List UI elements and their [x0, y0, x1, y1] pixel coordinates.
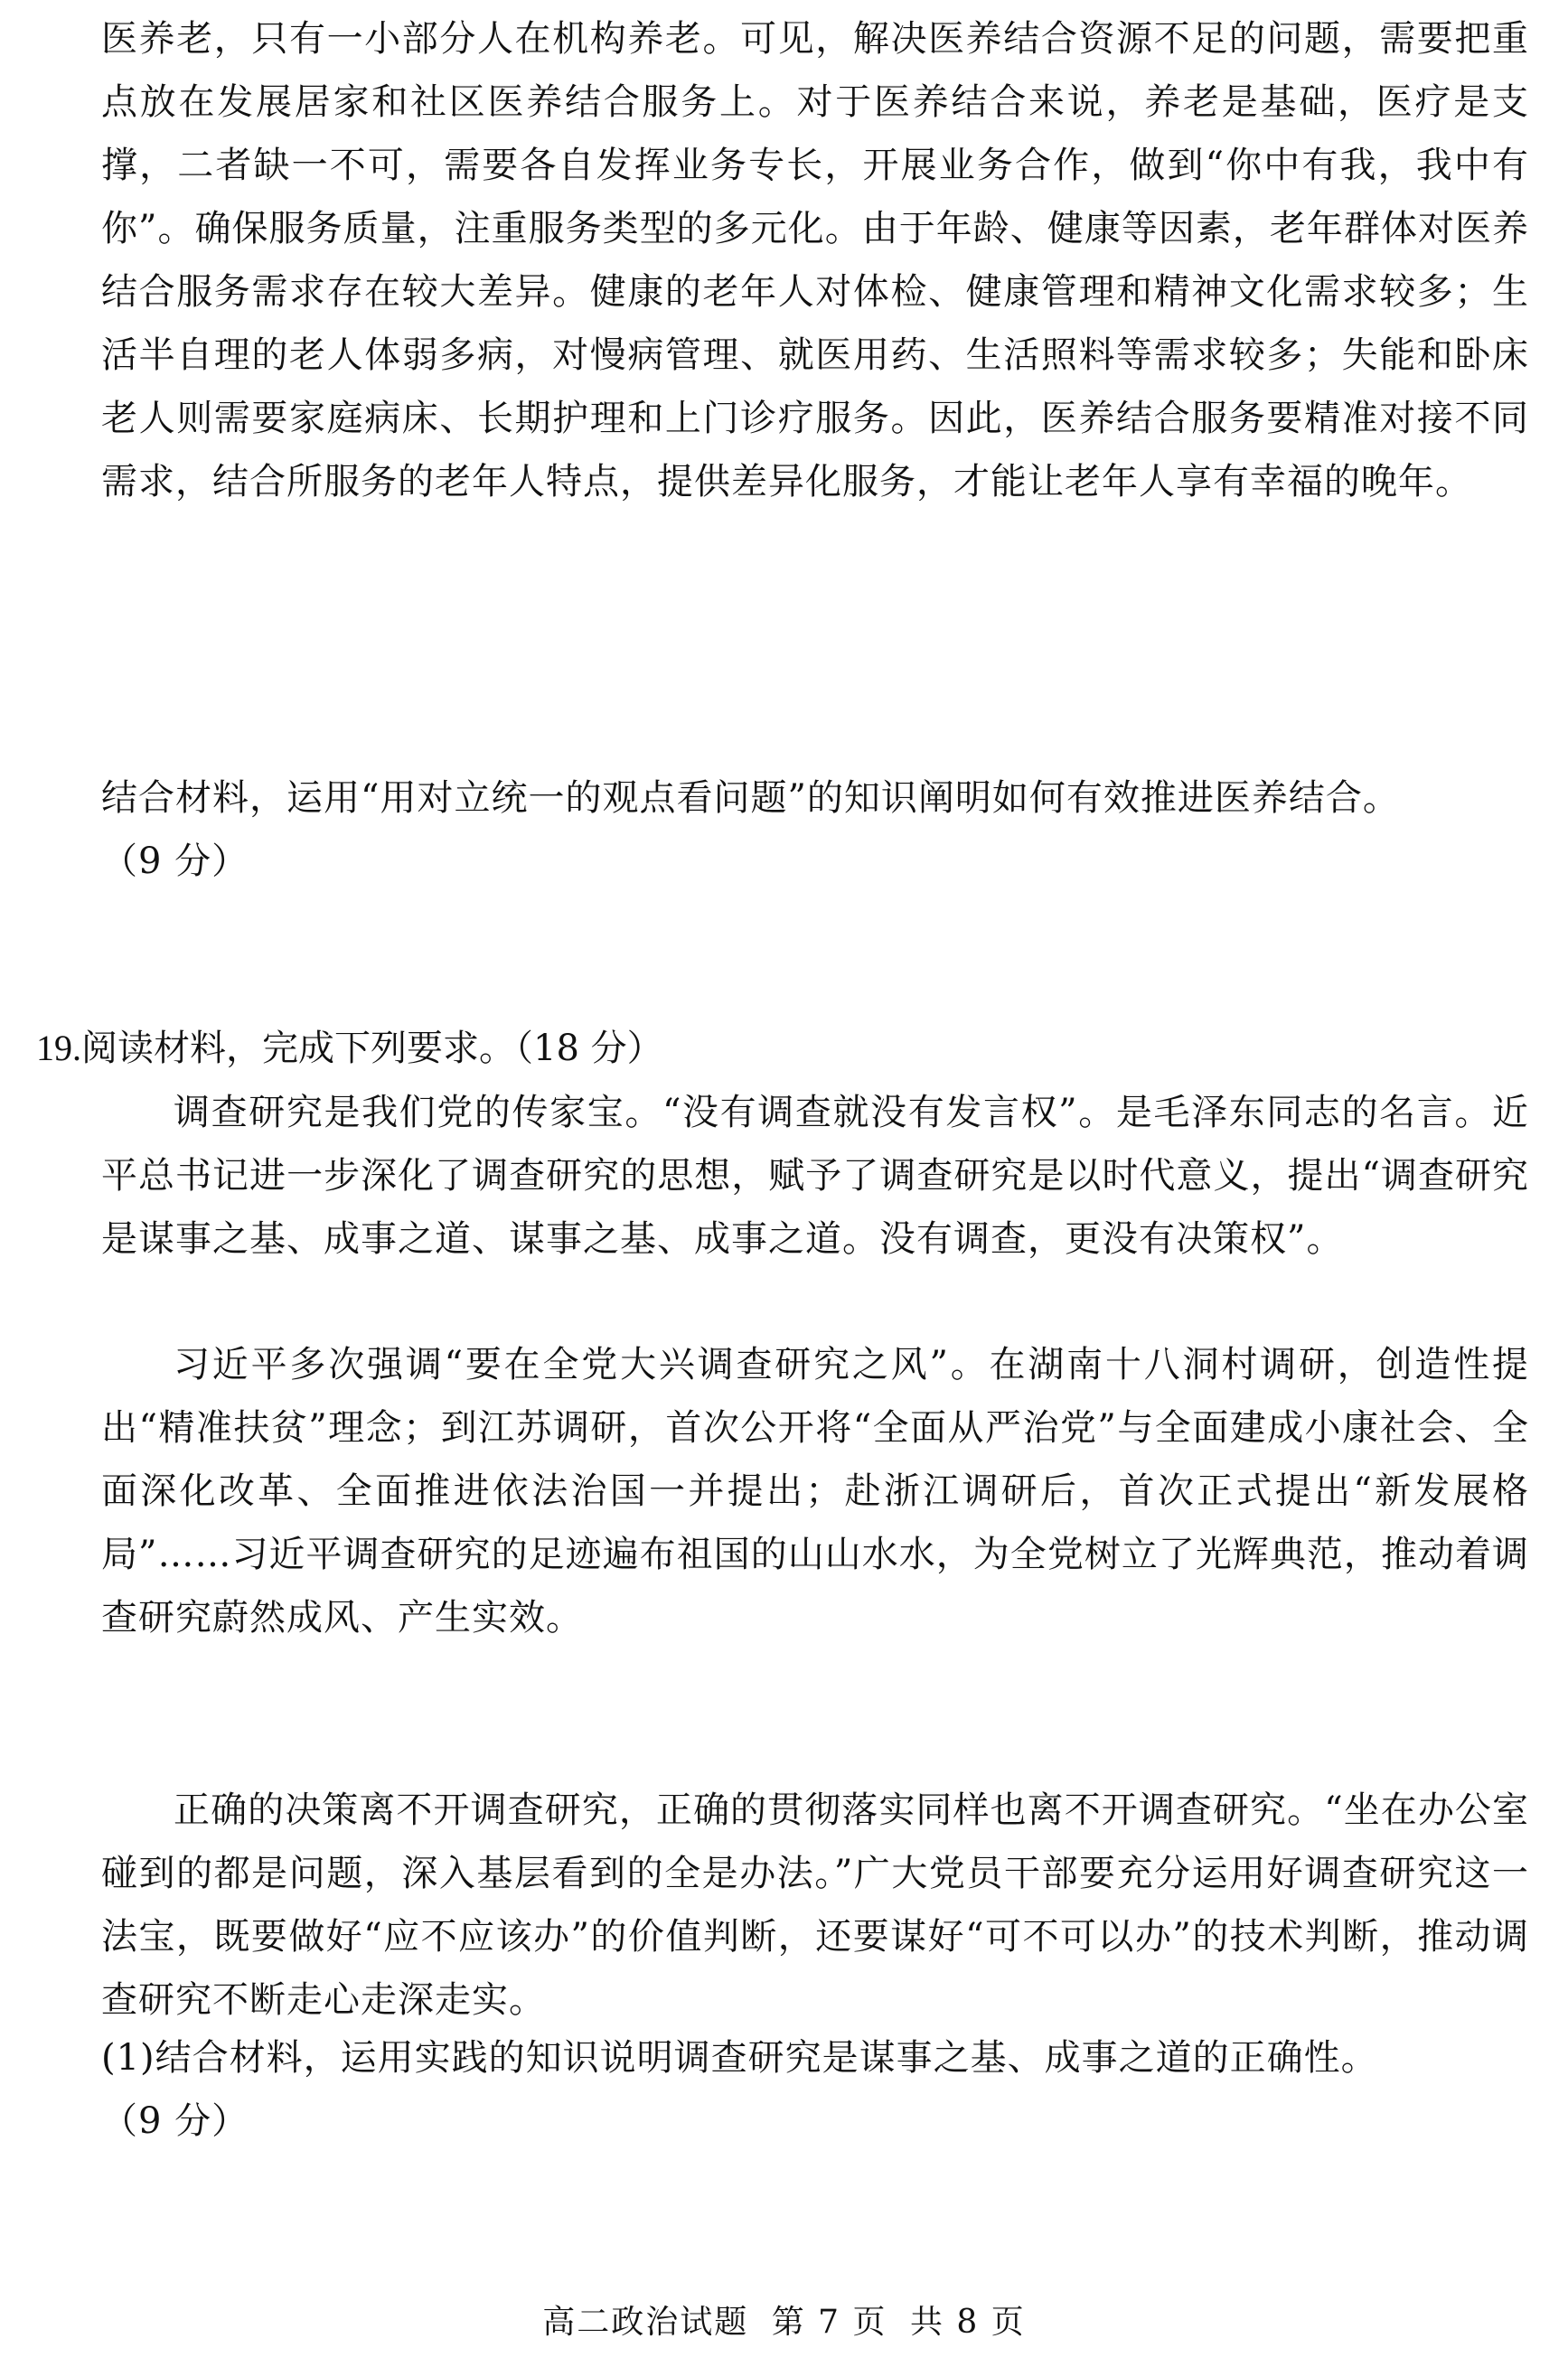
q19-paragraph-2: 习近平多次强调“要在全党大兴调查研究之风”。在湖南十八洞村调研，创造性提出“精准扶贫”理念；到江苏调研，首次公开将“全面从严治党”与全面建成小康社会、全面深化改革、全面推进依法治国一并提出；赴浙江调研后，首次正式提出“新发展格局”……习近平调查研究的足迹遍布祖国的山山水水，为全党树立了光辉典范，推动着调查研究蔚然成风、产生实效。: [101, 1344, 1529, 1639]
q19-heading-text: 阅读材料，完成下列要求。（18 分）: [81, 1028, 663, 1069]
q19-number: 19.: [36, 1028, 81, 1068]
q18-question: 结合材料，运用“用对立统一的观点看问题”的知识阐明如何有效推进医养结合。: [101, 777, 1400, 819]
footer-page: 第 7 页: [771, 2304, 887, 2341]
page-footer: [0, 2300, 1568, 2345]
q18-material-tail: 医养老，只有一小部分人在机构养老。可见，解决医养结合资源不足的问题，需要把重点放在发展居家和社区医养结合服务上。对于医养结合来说，养老是基础，医疗是支撑，二者缺一不可，需要各自发挥业务专长，开展业务合作，做到“你中有我，我中有你”。确保服务质量，注重服务类型的多元化。由于年龄、健康等因素，老年群体对医养结合服务需求存在较大差异。健康的老年人对体检、健康管理和精神文化需求较多；生活半自理的老人体弱多病，对慢病管理、就医用药、生活照料等需求较多；失能和卧床老人则需要家庭病床、长期护理和上门诊疗服务。因此，医养结合服务要精准对接不同需求，结合所服务的老年人特点，提供差异化服务，才能让老年人享有幸福的晚年。: [101, 18, 1529, 502]
footer-total: 共 8 页: [909, 2304, 1026, 2341]
q19-heading: [36, 1017, 1527, 1080]
q19-sub1-question: (1)结合材料，运用实践的知识说明调查研究是谋事之基、成事之道的正确性。: [101, 2037, 1378, 2079]
q19-paragraph-1: 调查研究是我们党的传家宝。“没有调查就没有发言权”。是毛泽东同志的名言。近平总书记进一步深化了调查研究的思想，赋予了调查研究是以时代意义，提出“调查研究是谋事之基、成事之道、谋事之基、成事之道。没有调查，更没有决策权”。: [101, 1092, 1529, 1260]
q19-paragraph-3: 正确的决策离不开调查研究，正确的贯彻落实同样也离不开调查研究。“坐在办公室碰到的都是问题，深入基层看到的全是办法。”广大党员干部要充分运用好调查研究这一法宝，既要做好“应不应该办”的价值判断，还要谋好“可不可以办”的技术判断，推动调查研究不断走心走深走实。: [101, 1789, 1529, 2021]
footer-subject: 高二政治试题: [542, 2304, 749, 2341]
q18-score: （9 分）: [101, 841, 249, 882]
q19-sub1-score: （9 分）: [101, 2100, 249, 2142]
